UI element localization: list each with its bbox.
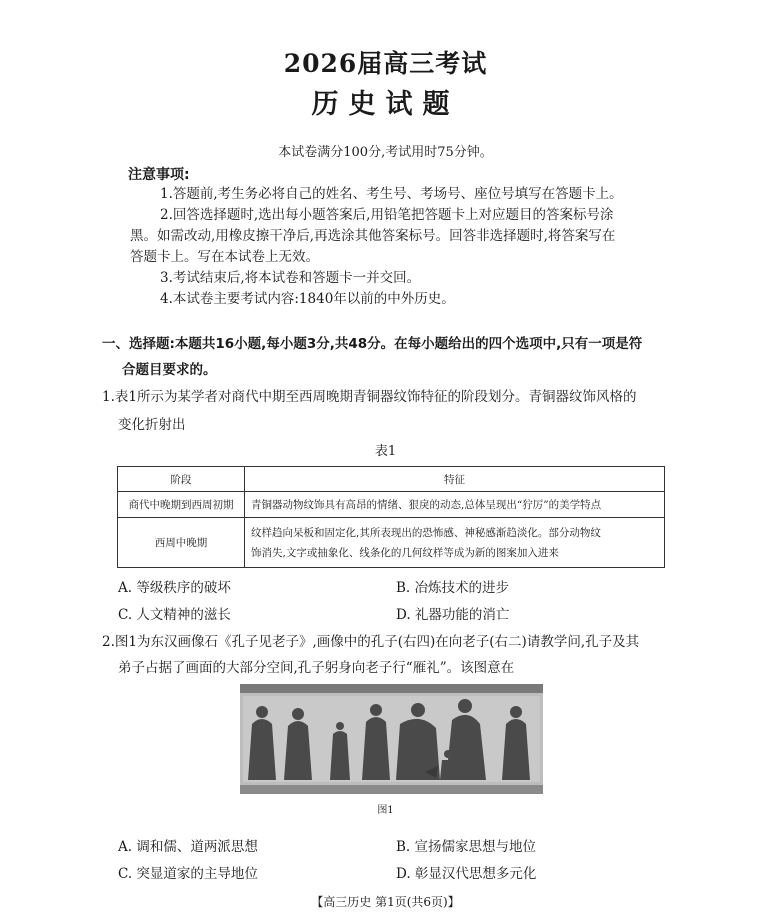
q2-stem-line-2: 弟子占据了画面的大部分空间,孔子躬身向老子行“雁礼”。该图意在 <box>118 660 515 676</box>
q1-option-a: A. 等级秩序的破坏 <box>118 580 231 596</box>
q1-option-c: C. 人文精神的滋长 <box>118 607 231 623</box>
stage-feature-table <box>117 466 665 568</box>
q1-option-d: D. 礼器功能的消亡 <box>396 607 510 623</box>
exam-title: 2026届高三考试 <box>283 49 488 78</box>
notice-line-4: 答题卡上。写在本试卷上无效。 <box>130 249 319 265</box>
feature-text: 青铜器动物纹饰具有高昂的情绪、狠戾的动态,总体呈现出“狞厉”的美学特点 <box>251 499 602 511</box>
table-cell-stage: 商代中晚期到西周初期 <box>118 492 245 518</box>
table-row <box>118 492 665 518</box>
q1-stem-line-2: 变化折射出 <box>118 417 186 433</box>
q2-option-b: B. 宣扬儒家思想与地位 <box>396 839 537 855</box>
notice-heading: 注意事项: <box>128 167 190 183</box>
table-row <box>118 518 665 568</box>
notice-line-6: 4.本试卷主要考试内容:1840年以前的中外历史。 <box>160 291 455 307</box>
notice-line-2: 2.回答选择题时,选出每小题答案后,用铅笔把答题卡上对应题目的答案标号涂 <box>160 207 614 223</box>
table-cell-feature <box>245 492 665 518</box>
figure-caption: 图1 <box>377 805 394 816</box>
q1-stem-line-1: 1.表1所示为某学者对商代中期至西周晚期青铜器纹饰特征的阶段划分。青铜器纹饰风格的 <box>102 389 637 405</box>
table-caption: 表1 <box>374 444 397 459</box>
notice-line-5: 3.考试结束后,将本试卷和答题卡一并交回。 <box>160 270 421 286</box>
q2-option-a: A. 调和儒、道两派思想 <box>118 839 258 855</box>
q2-option-d: D. 彰显汉代思想多元化 <box>396 866 537 882</box>
table-cell-stage: 西周中晚期 <box>118 518 245 568</box>
full-score-note: 本试卷满分100分,考试用时75分钟。 <box>278 145 493 160</box>
table-header-row <box>118 467 665 492</box>
q2-stem-line-1: 2.图1为东汉画像石《孔子见老子》,画像中的孔子(右四)在向老子(右二)请教学问,孔子及其 <box>102 634 640 650</box>
feature-text: 饰消失,文字或抽象化、线条化的几何纹样等成为新的图案加入进来 <box>251 546 559 559</box>
table-header-feature: 特征 <box>245 467 665 492</box>
notice-line-1: 1.答题前,考生务必将自己的姓名、考生号、考场号、座位号填写在答题卡上。 <box>160 186 623 202</box>
table-header-stage: 阶段 <box>118 467 245 492</box>
q2-option-c: C. 突显道家的主导地位 <box>118 866 258 882</box>
notice-line-3: 黑。如需改动,用橡皮擦干净后,再选涂其他答案标号。回答非选择题时,将答案写在 <box>130 228 616 244</box>
q1-option-b: B. 冶炼技术的进步 <box>396 580 510 596</box>
feature-text: 纹样趋向呆板和固定化,其所表现出的恐怖感、神秘感渐趋淡化。部分动物纹 <box>251 526 601 539</box>
page-footer: 【高三历史 第1页(共6页)】 <box>311 895 460 909</box>
subject-title: 历史试题 <box>311 89 460 120</box>
section-heading-line-1: 一、选择题:本题共16小题,每小题3分,共48分。在每小题给出的四个选项中,只有一项是符 <box>102 336 643 352</box>
section-heading-line-2: 合题目要求的。 <box>122 362 217 378</box>
table-cell-feature <box>245 518 665 568</box>
stone-relief-figure <box>240 684 543 794</box>
